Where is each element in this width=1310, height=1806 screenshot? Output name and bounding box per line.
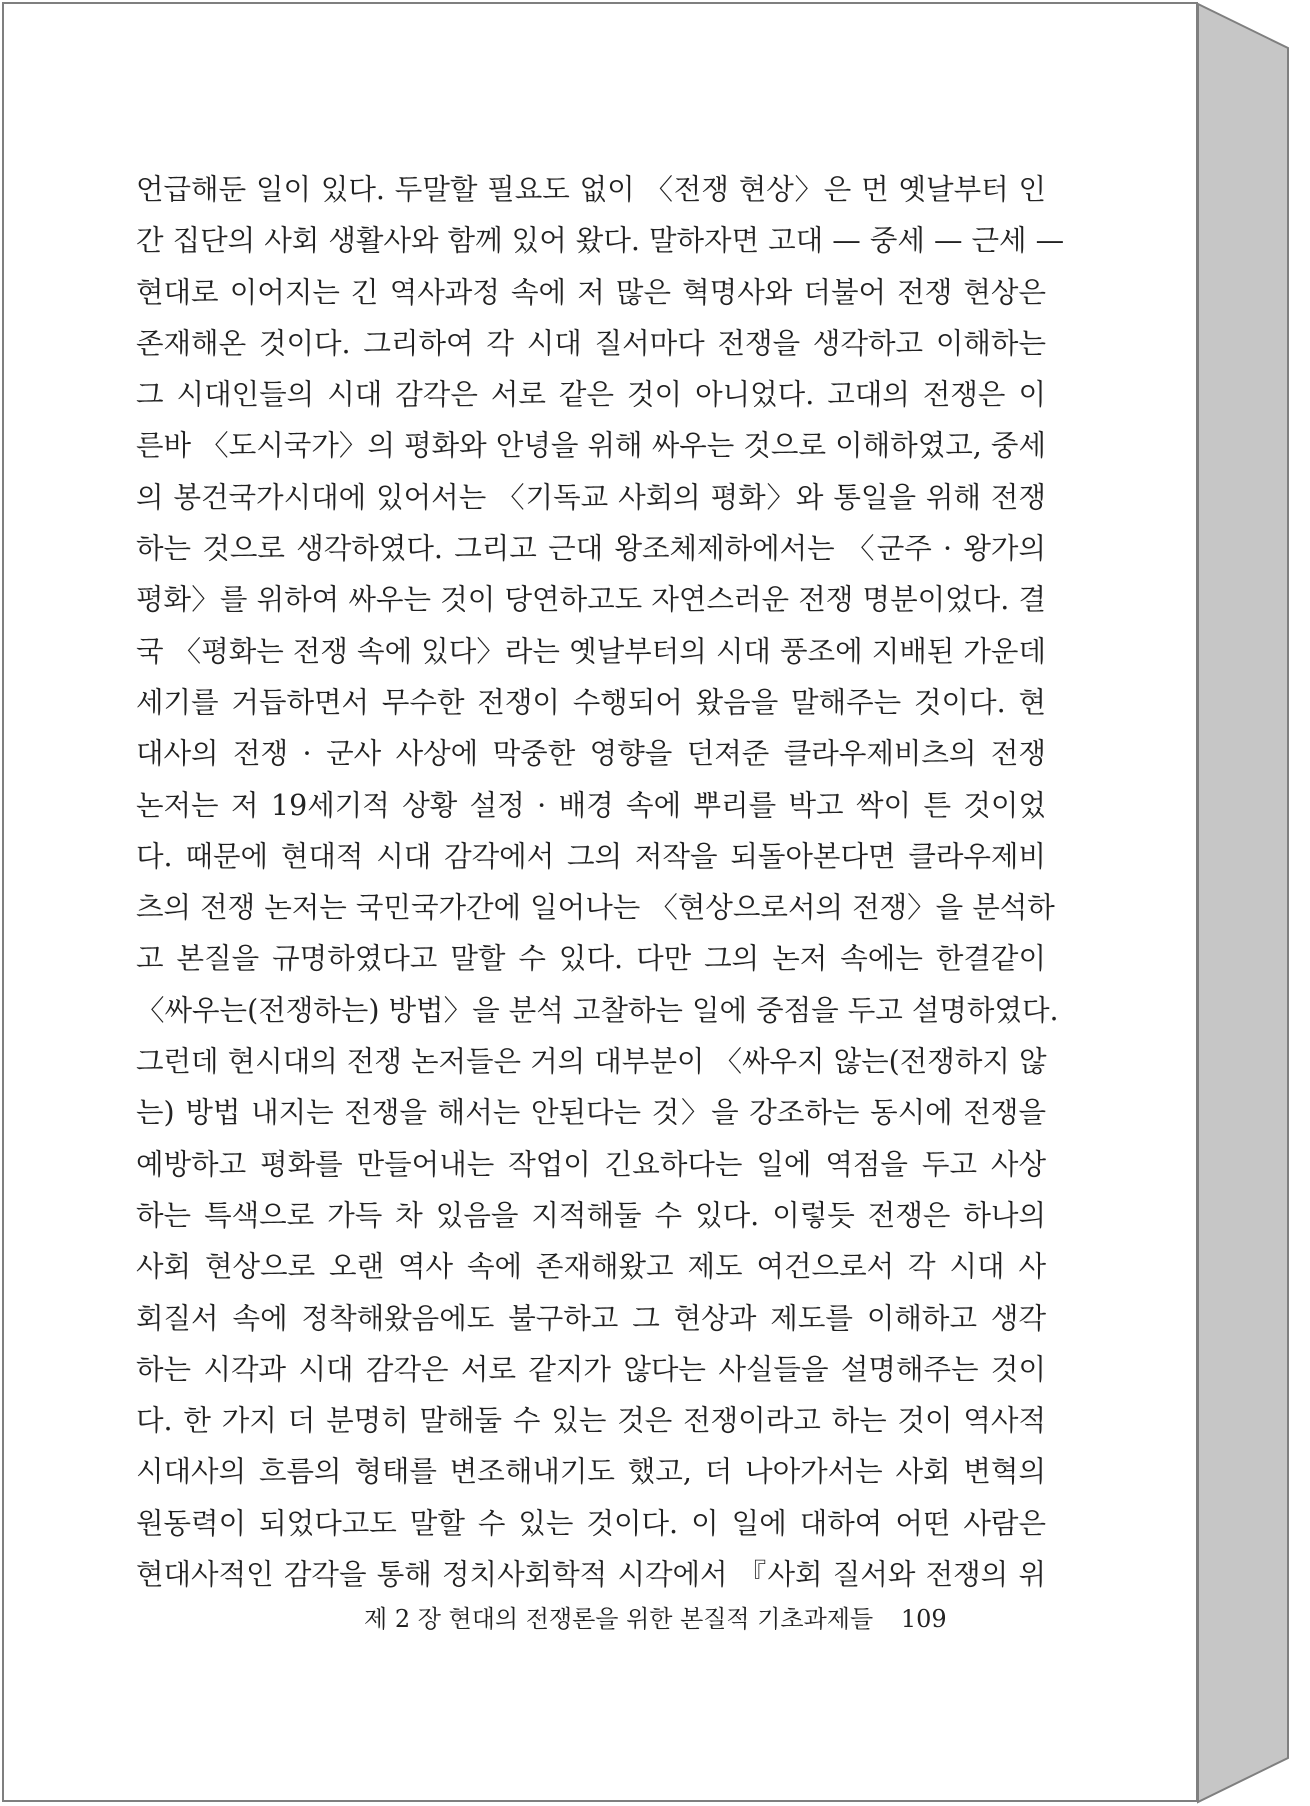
text-line: 다. 때문에 현대적 시대 감각에서 그의 저작을 되돌아본다면 클라우제비: [136, 839, 1046, 873]
text-line: 회질서 속에 정착해왔음에도 불구하고 그 현상과 제도를 이해하고 생각: [136, 1301, 1046, 1335]
text-line: 현대사적인 감각을 통해 정치사회학적 시각에서 『사회 질서와 전쟁의 위: [136, 1558, 1046, 1592]
text-line: 국 〈평화는 전쟁 속에 있다〉라는 옛날부터의 시대 풍조에 지배된 가운데: [136, 634, 1046, 668]
text-line: 그런데 현시대의 전쟁 논저들은 거의 대부분이 〈싸우지 않는(전쟁하지 않: [136, 1045, 1047, 1079]
text-line: 의 봉건국가시대에 있어서는 〈기독교 사회의 평화〉와 통일을 위해 전쟁: [136, 480, 1046, 514]
text-line: 간 집단의 사회 생활사와 함께 있어 왔다. 말하자면 고대 — 중세 — 근세 —: [136, 224, 1065, 258]
text-line: 그 시대인들의 시대 감각은 서로 같은 것이 아니었다. 고대의 전쟁은 이: [136, 378, 1046, 412]
body-text: [136, 164, 1065, 1600]
text-line: 언급해둔 일이 있다. 두말할 필요도 없이 〈전쟁 현상〉은 먼 옛날부터 인: [136, 173, 1046, 206]
text-line: 대사의 전쟁 · 군사 사상에 막중한 영향을 던져준 클라우제비츠의 전쟁: [136, 737, 1046, 771]
text-line: 하는 시각과 시대 감각은 서로 같지가 않다는 사실들을 설명해주는 것이: [136, 1352, 1046, 1386]
text-line: 원동력이 되었다고도 말할 수 있는 것이다. 이 일에 대하여 어떤 사람은: [136, 1506, 1046, 1540]
text-line: 현대로 이어지는 긴 역사과정 속에 저 많은 혁명사와 더불어 전쟁 현상은: [136, 275, 1046, 309]
text-line: 평화〉를 위하여 싸우는 것이 당연하고도 자연스러운 전쟁 명분이었다. 결: [136, 583, 1046, 617]
text-line: 른바 〈도시국가〉의 평화와 안녕을 위해 싸우는 것으로 이해하였고, 중세: [136, 429, 1046, 463]
text-line: 세기를 거듭하면서 무수한 전쟁이 수행되어 왔음을 말해주는 것이다. 현: [136, 685, 1046, 719]
text-line: 〈싸우는(전쟁하는) 방법〉을 분석 고찰하는 일에 중점을 두고 설명하였다.: [136, 993, 1059, 1027]
text-line: 고 본질을 규명하였다고 말할 수 있다. 다만 그의 논저 속에는 한결같이: [136, 942, 1046, 976]
text-line: 존재해온 것이다. 그리하여 각 시대 질서마다 전쟁을 생각하고 이해하는: [136, 326, 1046, 360]
text-line: 하는 것으로 생각하였다. 그리고 근대 왕조체제하에서는 〈군주 · 왕가의: [136, 532, 1046, 566]
running-chapter-title: 제 2 장 현대의 전쟁론을 위한 본질적 기초과제들: [364, 1605, 874, 1633]
text-line: 는) 방법 내지는 전쟁을 해서는 안된다는 것〉을 강조하는 동시에 전쟁을: [136, 1096, 1046, 1130]
page-footer: [364, 1599, 984, 1634]
text-line: 츠의 전쟁 논저는 국민국가간에 일어나는 〈현상으로서의 전쟁〉을 분석하: [136, 891, 1055, 925]
page-number: 109: [900, 1605, 947, 1633]
book-page: [2, 2, 1198, 1802]
text-line: 예방하고 평화를 만들어내는 작업이 긴요하다는 일에 역점을 두고 사상: [136, 1147, 1046, 1181]
text-line: 다. 한 가지 더 분명히 말해둘 수 있는 것은 전쟁이라고 하는 것이 역사적: [136, 1404, 1046, 1438]
text-line: 사회 현상으로 오랜 역사 속에 존재해왔고 제도 여건으로서 각 시대 사: [136, 1250, 1046, 1284]
text-line: 논저는 저 19세기적 상황 설정 · 배경 속에 뿌리를 박고 싹이 튼 것이었: [136, 788, 1046, 822]
text-line: 시대사의 흐름의 형태를 변조해내기도 했고, 더 나아가서는 사회 변혁의: [136, 1455, 1046, 1489]
text-line: 하는 특색으로 가득 차 있음을 지적해둘 수 있다. 이렇듯 전쟁은 하나의: [136, 1198, 1046, 1232]
